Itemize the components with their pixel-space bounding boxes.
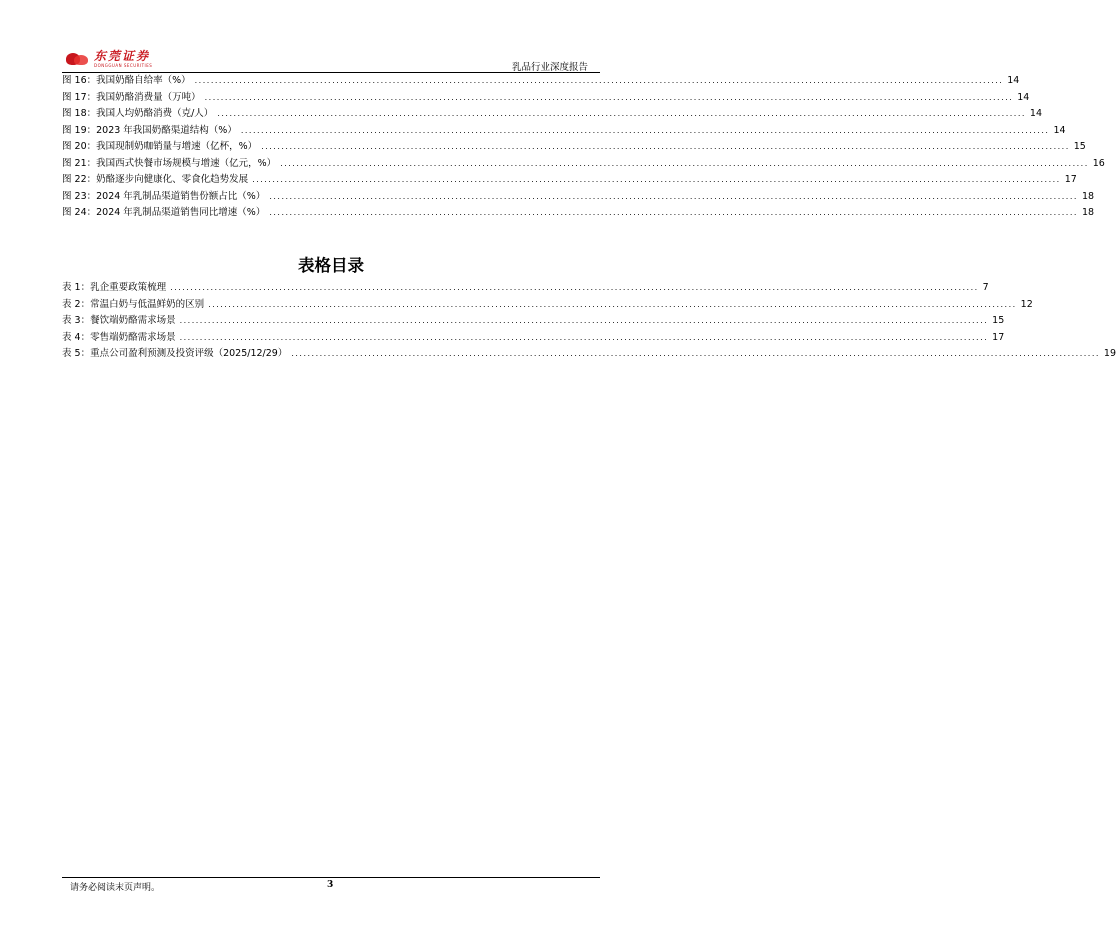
figure-entry-label: 图 18：我国人均奶酪消费（克/人）	[62, 108, 214, 119]
figure-entry[interactable]	[62, 106, 1042, 123]
dot-leader: ........................................................................................................................................................................................................	[261, 142, 1070, 151]
figure-entry-page: 18	[1081, 190, 1095, 202]
table-entry-label: 表 1：乳企重要政策梳理	[62, 282, 167, 293]
figure-entry[interactable]	[62, 172, 1077, 189]
dot-leader: ........................................................................................................................................................................................................	[179, 316, 989, 325]
table-entry[interactable]	[62, 313, 1005, 330]
dot-leader: ........................................................................................................................................................................................................	[252, 175, 1061, 184]
footer-disclaimer: 请务必阅读末页声明。	[70, 883, 161, 893]
figure-entry-label: 图 17：我国奶酪消费量（万吨）	[62, 91, 201, 103]
table-entry[interactable]	[62, 346, 1116, 363]
dot-leader: ........................................................................................................................................................................................................	[208, 299, 1017, 309]
figure-list	[62, 73, 1105, 222]
figure-entry-label: 图 16：我国奶酪自给率（%）	[62, 75, 191, 86]
figure-entry-page: 14	[1007, 75, 1020, 86]
table-entry[interactable]	[62, 280, 989, 297]
table-entry-page: 15	[992, 315, 1005, 326]
table-entry-label: 表 4：零售端奶酪需求场景	[62, 331, 176, 343]
dot-leader: ........................................................................................................................................................................................................	[291, 349, 1100, 358]
figure-entry-page: 15	[1073, 141, 1086, 152]
figure-entry[interactable]	[62, 156, 1105, 173]
figure-entry-label: 图 23：2024 年乳制品渠道销售份额占比（%）	[62, 190, 266, 202]
table-entry[interactable]	[62, 330, 1005, 347]
figure-entry-page: 14	[1053, 124, 1066, 136]
table-entry-label: 表 3：餐饮端奶酪需求场景	[62, 315, 176, 326]
table-entry-page: 17	[992, 331, 1005, 343]
tables-section-title: 表格目录	[298, 256, 364, 275]
figure-entry-label: 图 21：我国西式快餐市场规模与增速（亿元，%）	[62, 157, 277, 169]
figure-entry[interactable]	[62, 73, 1020, 90]
table-entry-page: 12	[1020, 298, 1033, 310]
dot-leader: ........................................................................................................................................................................................................	[179, 332, 989, 342]
report-type: 乳品行业深度报告	[511, 62, 588, 73]
dot-leader: ........................................................................................................................................................................................................	[269, 191, 1078, 201]
header-logo	[66, 50, 152, 68]
dot-leader: ........................................................................................................................................................................................................	[194, 76, 1004, 85]
dot-leader: ........................................................................................................................................................................................................	[240, 125, 1050, 135]
dot-leader: ........................................................................................................................................................................................................	[280, 158, 1089, 168]
figure-entry[interactable]	[62, 90, 1030, 107]
table-entry-label: 表 5：重点公司盈利预测及投资评级（2025/12/29）	[62, 348, 288, 359]
figure-entry-label: 图 24：2024 年乳制品渠道销售同比增速（%）	[62, 207, 266, 218]
logo-mark-icon	[66, 51, 90, 67]
table-list	[62, 280, 1116, 363]
table-entry-page: 7	[982, 282, 989, 293]
page-number: 3	[327, 880, 334, 890]
figure-entry-label: 图 19：2023 年我国奶酪渠道结构（%）	[62, 124, 237, 136]
logo-chinese-name: 东莞证券	[94, 49, 151, 63]
figure-entry-page: 16	[1092, 157, 1105, 169]
figure-entry-page: 14	[1017, 91, 1030, 103]
dot-leader: ........................................................................................................................................................................................................	[170, 283, 979, 292]
figure-entry-label: 图 20：我国现制奶咖销量与增速（亿杯，%）	[62, 141, 258, 152]
figure-entry[interactable]	[62, 139, 1086, 156]
table-entry-label: 表 2：常温白奶与低温鲜奶的区别	[62, 298, 205, 310]
figure-entry-page: 17	[1064, 174, 1077, 185]
figure-entry[interactable]	[62, 205, 1095, 222]
figure-entry[interactable]	[62, 189, 1095, 206]
figure-entry-label: 图 22：奶酪逐步向健康化、零食化趋势发展	[62, 174, 249, 185]
table-entry[interactable]	[62, 297, 1033, 314]
figure-entry-page: 18	[1081, 207, 1095, 218]
dot-leader: ........................................................................................................................................................................................................	[217, 109, 1026, 118]
figure-entry[interactable]	[62, 123, 1066, 140]
table-entry-page: 19	[1103, 348, 1116, 359]
dot-leader: ........................................................................................................................................................................................................	[204, 92, 1014, 102]
logo-english-name: DONGGUAN SECURITIES	[94, 63, 153, 68]
footer-divider	[62, 877, 600, 878]
dot-leader: ........................................................................................................................................................................................................	[269, 208, 1078, 217]
figure-entry-page: 14	[1029, 108, 1042, 119]
